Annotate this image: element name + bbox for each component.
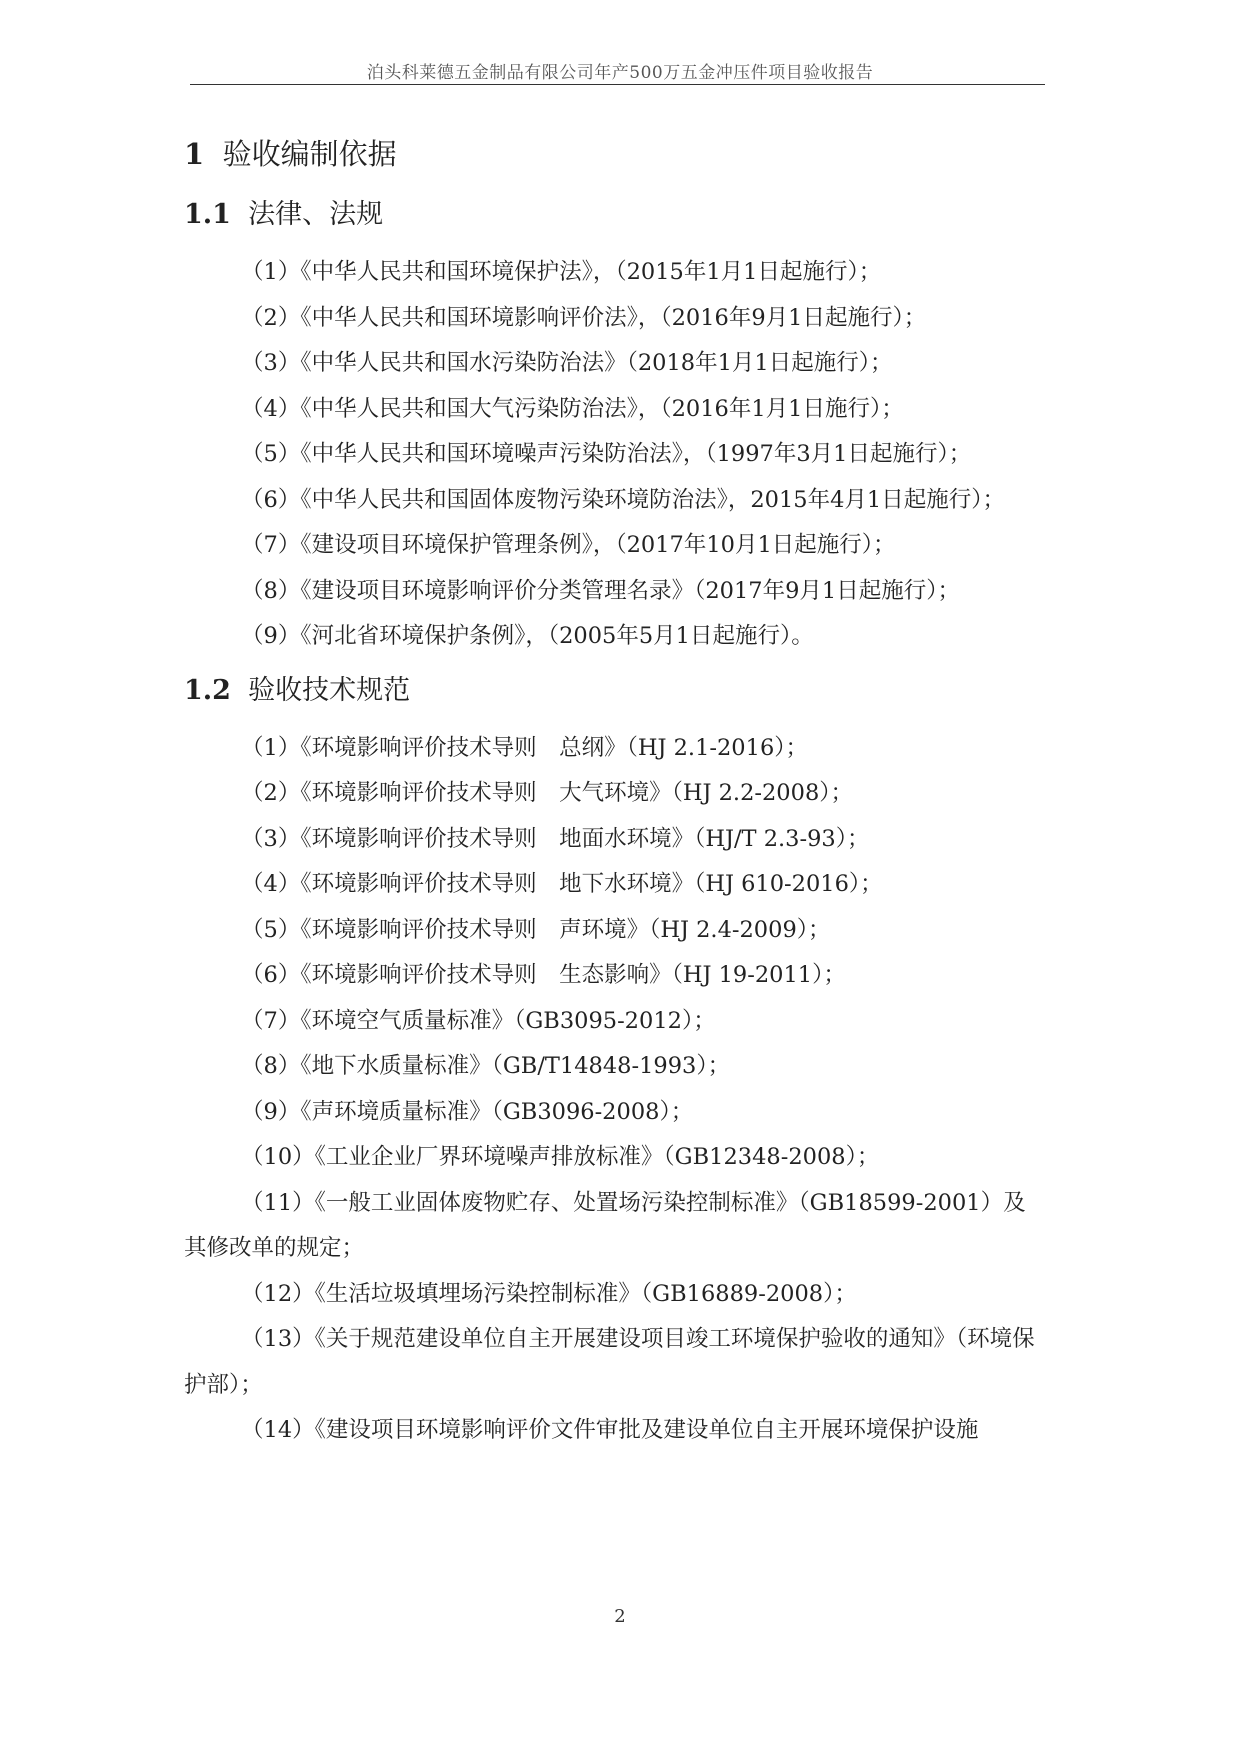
header-rule	[190, 84, 1045, 85]
running-header: 泊头科莱德五金制品有限公司年产500万五金冲压件项目验收报告	[366, 63, 874, 83]
list-item: （2）《中华人民共和国环境影响评价法》，（2016年9月1日起施行）；	[241, 304, 927, 331]
list-item: （2）《环境影响评价技术导则 大气环境》（HJ 2.2-2008）；	[241, 780, 854, 806]
section-title: 验收编制依据	[222, 137, 397, 171]
list-item: （7）《建设项目环境保护管理条例》，（2017年10月1日起施行）；	[241, 532, 896, 558]
list-item: （1）《中华人民共和国环境保护法》，（2015年1月1日起施行）；	[241, 259, 882, 285]
spacer	[184, 660, 1044, 670]
list-item: （9）《声环境质量标准》（GB3096-2008）；	[241, 1098, 694, 1125]
section-heading-1	[184, 132, 1044, 176]
list-item: （6）《中华人民共和国固体废物污染环境防治法》，2015年4月1日起施行）；	[241, 486, 1005, 513]
list-item: （1）《环境影响评价技术导则 总纲》（HJ 2.1-2016）；	[241, 734, 809, 761]
section-heading-1-2	[184, 670, 1044, 712]
list-item: （10）《工业企业厂界环境噪声排放标准》（GB12348-2008）；	[241, 1144, 880, 1170]
list-item: （5）《环境影响评价技术导则 声环境》（HJ 2.4-2009）；	[241, 916, 831, 943]
section-number: 1.1	[184, 199, 231, 230]
list-item: （13）《关于规范建设单位自主开展建设项目竣工环境保护验收的通知》（环境保护部）；	[184, 1326, 1035, 1398]
list-item: （8）《建设项目环境影响评价分类管理名录》（2017年9月1日起施行）；	[241, 577, 960, 604]
section-heading-1-1	[184, 194, 1044, 236]
list-item: （6）《环境影响评价技术导则 生态影响》（HJ 19-2011）；	[241, 962, 846, 988]
section-title: 验收技术规范	[248, 674, 411, 706]
list-item: （5）《中华人民共和国环境噪声污染防治法》，（1997年3月1日起施行）；	[241, 441, 972, 467]
list-item: （3）《中华人民共和国水污染防治法》（2018年1月1日起施行）；	[241, 350, 893, 376]
section-number: 1	[184, 137, 205, 171]
list-item: （4）《中华人民共和国大气污染防治法》，（2016年1月1日施行）；	[241, 395, 904, 422]
page-number: 2	[614, 1606, 626, 1627]
section-number: 1.2	[184, 674, 231, 706]
list-item: （11）《一般工业固体废物贮存、处置场污染控制标准》（GB18599-2001）及其修改单的规定；	[184, 1189, 1026, 1261]
list-item: （12）《生活垃圾填埋场污染控制标准》（GB16889-2008）；	[241, 1280, 857, 1307]
page-content	[184, 132, 1044, 1454]
list-item: （8）《地下水质量标准》（GB/T14848-1993）；	[241, 1053, 731, 1079]
list-item: （7）《环境空气质量标准》（GB3095-2012）；	[241, 1007, 716, 1034]
section-title: 法律、法规	[248, 199, 384, 230]
list-item: （9）《河北省环境保护条例》，（2005年5月1日起施行）。	[241, 623, 814, 649]
list-item: （14）《建设项目环境影响评价文件审批及建设单位自主开展环境保护设施	[241, 1417, 979, 1443]
list-item: （4）《环境影响评价技术导则 地下水环境》（HJ 610-2016）；	[241, 871, 883, 897]
list-item: （3）《环境影响评价技术导则 地面水环境》（HJ/T 2.3-93）；	[241, 825, 870, 852]
